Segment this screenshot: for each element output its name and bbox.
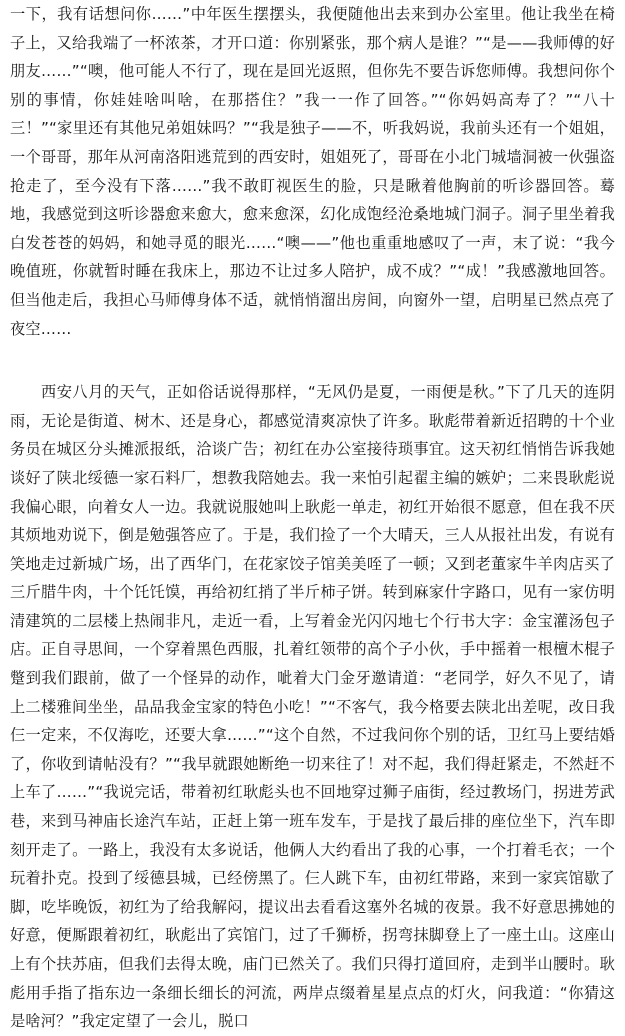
paragraph-text: 西安八月的天气，正如俗话说得那样，“无风仍是夏，一雨便是秋。”下了几天的连阴雨，无论是街道、树木、还是身心，都感觉清爽凉快了许多。耿彪带着新近招聘的十个业务员在城区分头摊派报纸，洽谈广告；初红在办公室接待琐事宜。这天初红悄悄告诉我她谈好了陕北绥德一家石料厂，想教我陪她去。我一来怕引起翟主编的嫉妒；二来畏耿彪说我偏心眼，向着女人一边。我就说服她叫上耿彪一单走，初红开始很不愿意，但在我不厌其烦地劝说下，倒是勉强答应了。于是，我们捡了一个大晴天，三人从报社出发，有说有笑地走过新城广场，出了西华门，在花家饺子馆美美咥了一顿；又到老董家牛羊肉店买了三斤腊牛肉，十个饦饦馍，再给初红捎了半斤柿子饼。转到麻家什字路口，见有一家仿明清建筑的二层楼上热闹非凡，走近一看，上写着金光闪闪地七个行书大字：金宝灌汤包子店。正自寻思间，一个穿着黑色西服，扎着红领带的高个子小伙，手中摇着一根檀木棍子蹩到我们跟前，做了一个怪异的动作，呲着大门金牙邀请道：“老同学，好久不见了，请上二楼雅间坐坐，品品我金宝家的特色小吃！”“不客气，我今格要去陕北出差呢，改日我仨一定来，不仅海吃，还要大拿……”“这个自然，不过我问你个别的话，卫红马上要结婚了，你收到请帖没有？”“我早就跟她断绝一切来往了！对不起，我们得赶紧走，不然赶不上车了……”“我说完话，带着初红耿彪头也不回地穿过狮子庙街，经过教场门，拐进芳武巷，来到马神庙长途汽车站，正赶上第一班车发车，于是找了最后排的座位坐下，汽车即刻开走了。一路上，我没有太多说话，他俩人大约看出了我的心事，一个打着毛衣；一个玩着扑克。投到了绥德县城，已经傍黑了。仨人跳下车，由初红带路，来到一家宾馆歇了脚，吃毕晚饭，初红为了给我解闷，提议出去看看这塞外名城的夜景。我不好意思拂她的好意，便厮跟着初红，耿彪出了宾馆门，过了千狮桥，拐弯抹脚登上了一座土山。这座山上有个扶苏庙，但我们去得太晚，庙门已然关了。我们只得打道回府，走到半山腰时。耿彪用手指了指东边一条细长细长的河流，两岸点缀着星星点点的灯火，问我道：“你猜这是啥河？”我定定望了一会儿，脱口 <box>10 383 615 1031</box>
article-paragraph-2 <box>10 378 615 1036</box>
paragraph-spacer <box>10 343 615 378</box>
paragraph-text: 一下，我有话想问你……”中年医生摆摆头，我便随他出去来到办公室里。他让我坐在椅子上，又给我端了一杯浓茶，才开口道：你别紧张，那个病人是谁？”“是——我师傅的好朋友……”“噢，他可能人不行了，现在是回光返照，但你先不要告诉您师傅。我想问你个别的事情，你娃娃啥叫啥，在那搭住？”我一一作了回答。”“你妈妈高寿了？”“八十三！”“家里还有其他兄弟姐妹吗？”“我是独子——不，听我妈说，我前头还有一个姐姐，一个哥哥，那年从河南洛阳逃荒到的西安时，姐姐死了，哥哥在小北门城墙洞被一伙强盗抢走了，至今没有下落……”我不敢盯视医生的脸，只是瞅着他胸前的听诊器回答。蓦地，我感觉到这听诊器愈来愈大，愈来愈深，幻化成饱经沧桑地城门洞子。洞子里坐着我白发苍苍的妈妈，和她寻觅的眼光……“噢——”他也重重地感叹了一声，末了说：“我今晚值班，你就暂时睡在我床上，那边不让过多人陪护，成不成？”“成！”我感激地回答。但当他走后，我担心马师傅身体不适，就悄悄溜出房间，向窗外一望，启明星已然点亮了夜空…… <box>10 5 615 338</box>
article-paragraph-1 <box>10 0 615 343</box>
